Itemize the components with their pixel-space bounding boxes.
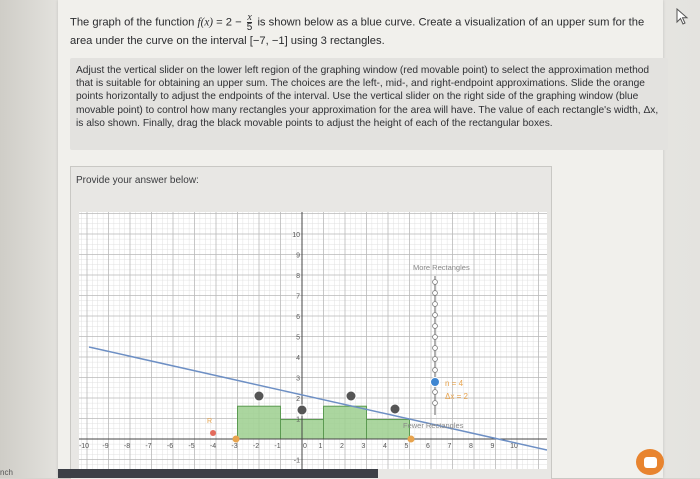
corner-text: nch <box>0 468 13 477</box>
interval: [−7, −1] <box>249 35 288 47</box>
y-tick-label: 6 <box>296 314 300 321</box>
graphing-window[interactable] <box>79 212 547 469</box>
rectangle-height-point-2[interactable] <box>297 405 307 415</box>
y-tick-label: 3 <box>296 375 300 383</box>
rectangle-height-point-1[interactable] <box>254 391 264 401</box>
y-tick-label: 10 <box>292 232 300 239</box>
y-tick-label: 1 <box>296 416 300 424</box>
x-tick-label: 8 <box>469 443 473 450</box>
function-equation: = 2 − <box>216 16 242 29</box>
x-tick-label: -4 <box>209 443 217 450</box>
slider-tick <box>433 401 438 406</box>
x-tick-label: -7 <box>145 443 152 450</box>
slider-tick <box>433 302 438 307</box>
left-endpoint-point[interactable] <box>233 436 240 443</box>
x-tick-label: 0 <box>303 443 307 450</box>
x-tick-label: -8 <box>123 443 131 450</box>
x-tick-label: 9 <box>490 443 495 450</box>
slider-tick <box>433 346 438 351</box>
mouse-cursor-icon <box>676 8 690 26</box>
function-name: f(x) <box>197 16 214 29</box>
x-tick-label: 6 <box>426 443 430 450</box>
dx-value-label: Δx = 2 <box>445 392 468 401</box>
x-tick-label: 4 <box>383 443 387 450</box>
n-value-label: n = 4 <box>445 379 464 388</box>
x-tick-label: 3 <box>361 443 366 450</box>
slider-tick <box>433 313 438 318</box>
x-tick-label: -9 <box>102 443 109 450</box>
x-tick-label: -3 <box>231 443 238 450</box>
rectangle-height-point-3[interactable] <box>346 391 356 401</box>
rectangle-1 <box>238 406 281 439</box>
instructions-text: Adjust the vertical slider on the lower left region of the graphing window (red movable point) to select the approximation method that is suitable for obtaining an upper sum. The choices are the left-, mid-, and right-endpoint approximations. Slide the orange points horizontally to adjust the endpoints of the interval. Use the vertical slider on the right side of the graphing window (blue movable point) to control how many rectangles your approximation for the area will have. The value of each rectangle's width, Δx, is also shown. Finally, drag the black movable points to adjust the height of each of the rectangular boxes. <box>76 65 659 129</box>
rectangle-count-slider-point[interactable] <box>431 378 440 387</box>
method-slider-point[interactable] <box>210 430 216 436</box>
x-tick-label: 7 <box>447 443 452 450</box>
question-line-2: area under the curve on the interval [−7, −1] using 3 rectangles. <box>70 35 385 47</box>
slider-tick <box>433 280 438 285</box>
x-tick-label: 10 <box>510 443 518 450</box>
y-tick-label: 8 <box>296 273 300 280</box>
y-tick-label: 5 <box>296 334 300 342</box>
x-tick-label: -6 <box>166 443 174 450</box>
rectangle-height-point-4[interactable] <box>390 404 400 414</box>
slider-tick <box>433 335 438 340</box>
y-tick-label: 4 <box>296 355 300 362</box>
slider-tick <box>433 291 438 296</box>
question-text <box>70 13 660 50</box>
fraction-x-over-5: $\frac{x}{5}$ <box>246 12 253 33</box>
x-tick-label: 2 <box>340 443 344 450</box>
right-endpoint-point[interactable] <box>408 436 415 443</box>
help-chat-button[interactable] <box>636 449 664 475</box>
chat-icon <box>644 457 657 468</box>
x-tick-label: -2 <box>252 443 260 450</box>
slider-tick <box>433 324 438 329</box>
question-line-1: The graph of the function f(x) = 2 − $\frac{x}{5}$ is shown below as a blue curve. Create a visualization of an upper sum for the <box>70 12 645 33</box>
fewer-rectangles-label: Fewer Rectangles <box>403 421 464 430</box>
answer-prompt: Provide your answer below: <box>76 175 199 186</box>
y-tick-label: 9 <box>296 252 300 260</box>
slider-tick <box>433 368 438 373</box>
x-tick-label: -5 <box>188 443 195 450</box>
x-tick-label: -10 <box>79 443 90 450</box>
rectangle-3 <box>324 406 367 439</box>
more-rectangles-label: More Rectangles <box>413 263 470 272</box>
bottom-toolbar-strip <box>58 469 378 478</box>
method-label: R <box>207 418 213 425</box>
slider-tick <box>433 390 438 395</box>
x-tick-label: 1 <box>318 443 323 450</box>
x-tick-label: -1 <box>274 443 281 450</box>
instructions-box <box>70 58 668 150</box>
y-tick-label: -1 <box>293 457 300 465</box>
y-tick-label: 7 <box>296 293 300 301</box>
slider-tick <box>433 357 438 362</box>
x-tick-label: 5 <box>404 443 409 450</box>
y-tick-label: 2 <box>296 396 300 403</box>
